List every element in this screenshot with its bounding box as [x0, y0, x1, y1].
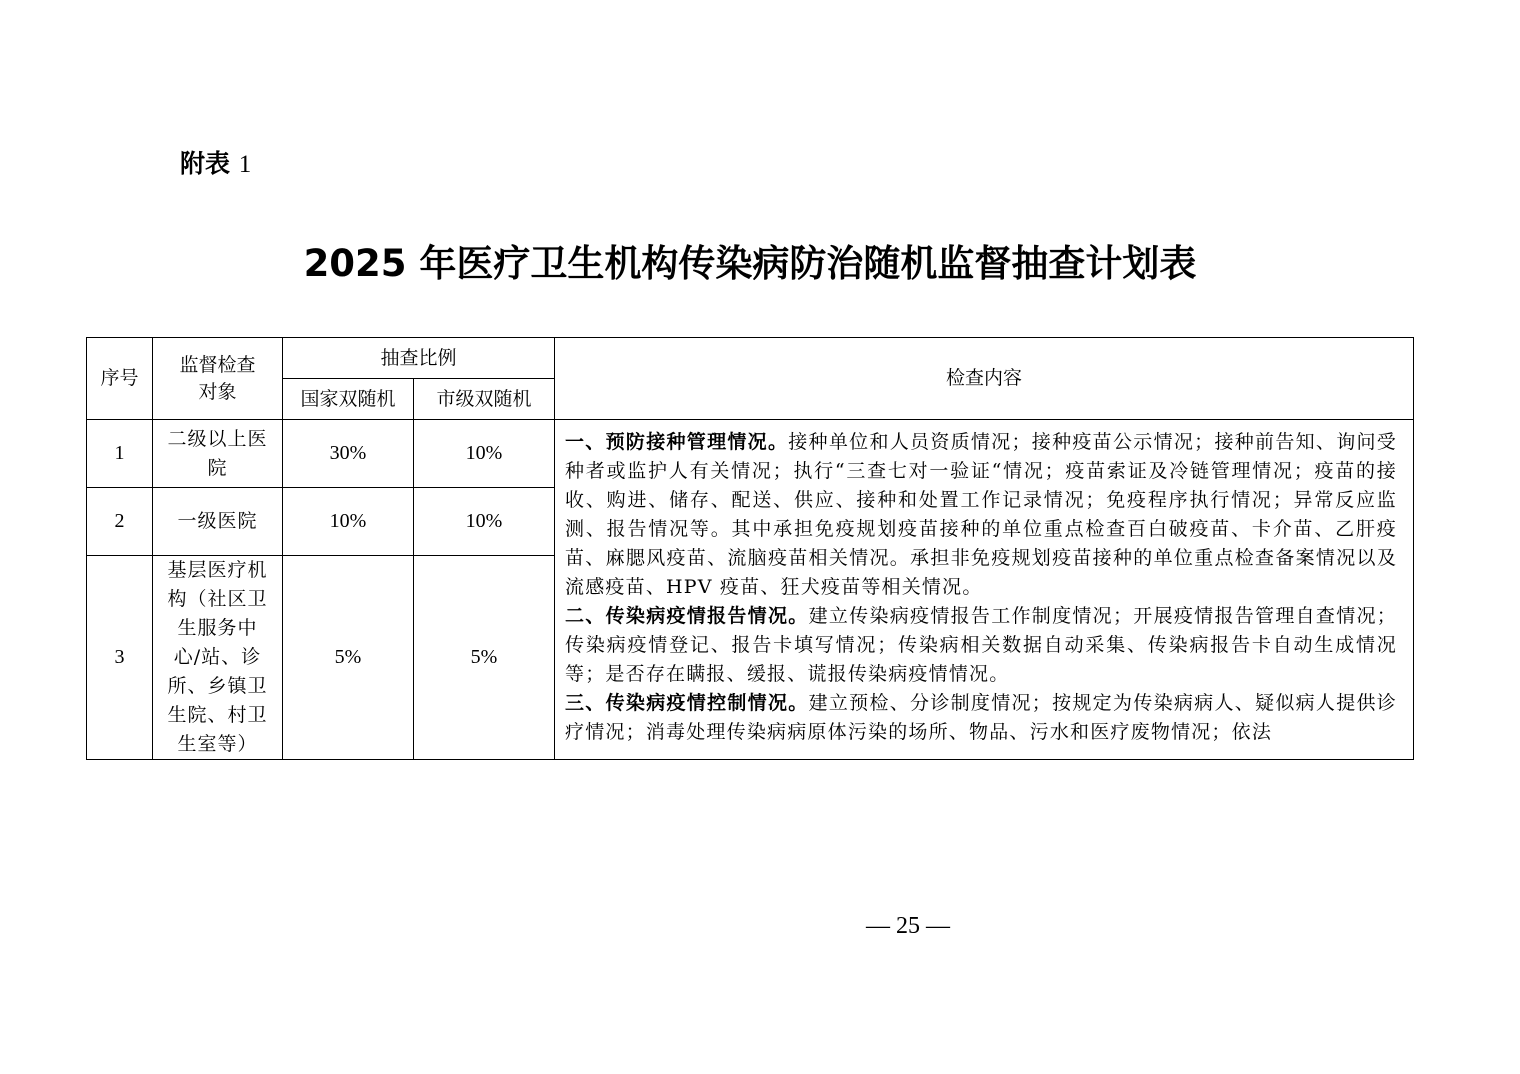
row-national: 10%	[283, 488, 414, 556]
row-seq: 3	[87, 556, 153, 760]
header-content: 检查内容	[555, 338, 1414, 420]
content-section-1	[565, 428, 1397, 602]
content-section-3	[565, 689, 1397, 747]
header-ratio: 抽查比例	[283, 338, 555, 379]
header-target: 监督检查对象	[153, 338, 283, 420]
section-body: 建立传染病疫情报告工作制度情况；开展疫情报告管理自查情况；传染病疫情登记、报告卡填写情况；传染病相关数据自动采集、传染病报告卡自动生成情况等；是否存在瞒报、缓报、谎报传染病疫情情况。	[565, 605, 1398, 685]
inspection-content	[555, 420, 1414, 760]
row-national: 30%	[283, 420, 414, 488]
section-heading: 三、传染病疫情控制情况。	[565, 692, 809, 714]
section-heading: 二、传染病疫情报告情况。	[565, 605, 809, 627]
page-title: 2025 年医疗卫生机构传染病防治随机监督抽查计划表	[303, 242, 1197, 285]
table-row	[87, 420, 1414, 488]
row-target: 一级医院	[153, 488, 283, 556]
row-municipal: 10%	[414, 488, 555, 556]
row-seq: 2	[87, 488, 153, 556]
plan-table	[86, 337, 1414, 760]
row-target: 基层医疗机构（社区卫生服务中心/站、诊所、乡镇卫生院、村卫生室等）	[153, 556, 283, 760]
row-municipal: 5%	[414, 556, 555, 760]
row-national: 5%	[283, 556, 414, 760]
section-body: 接种单位和人员资质情况；接种疫苗公示情况；接种前告知、询问受种者或监护人有关情况；执行“三查七对一验证“情况；疫苗索证及冷链管理情况；疫苗的接收、购进、储存、配送、供应、接种和处置工作记录情况；免疫程序执行情况；异常反应监测、报告情况等。其中承担免疫规划疫苗接种的单位重点检查百白破疫苗、卡介苗、乙肝疫苗、麻腮风疫苗、流脑疫苗相关情况。承担非免疫规划疫苗接种的单位重点检查备案情况以及流感疫苗、HPV 疫苗、狂犬疫苗等相关情况。	[565, 431, 1398, 598]
section-body: 建立预检、分诊制度情况；按规定为传染病病人、疑似病人提供诊疗情况；消毒处理传染病病原体污染的场所、物品、污水和医疗废物情况；依法	[565, 692, 1398, 743]
section-heading: 一、预防接种管理情况。	[565, 431, 789, 453]
page-number: — 25 —	[866, 913, 950, 939]
header-seq: 序号	[87, 338, 153, 420]
header-municipal: 市级双随机	[414, 379, 555, 420]
content-section-2	[565, 602, 1397, 689]
appendix-label	[180, 148, 251, 181]
header-national: 国家双随机	[283, 379, 414, 420]
row-target: 二级以上医院	[153, 420, 283, 488]
row-seq: 1	[87, 420, 153, 488]
appendix-label-text: 附表	[180, 149, 231, 178]
row-municipal: 10%	[414, 420, 555, 488]
appendix-number: 1	[238, 151, 252, 178]
